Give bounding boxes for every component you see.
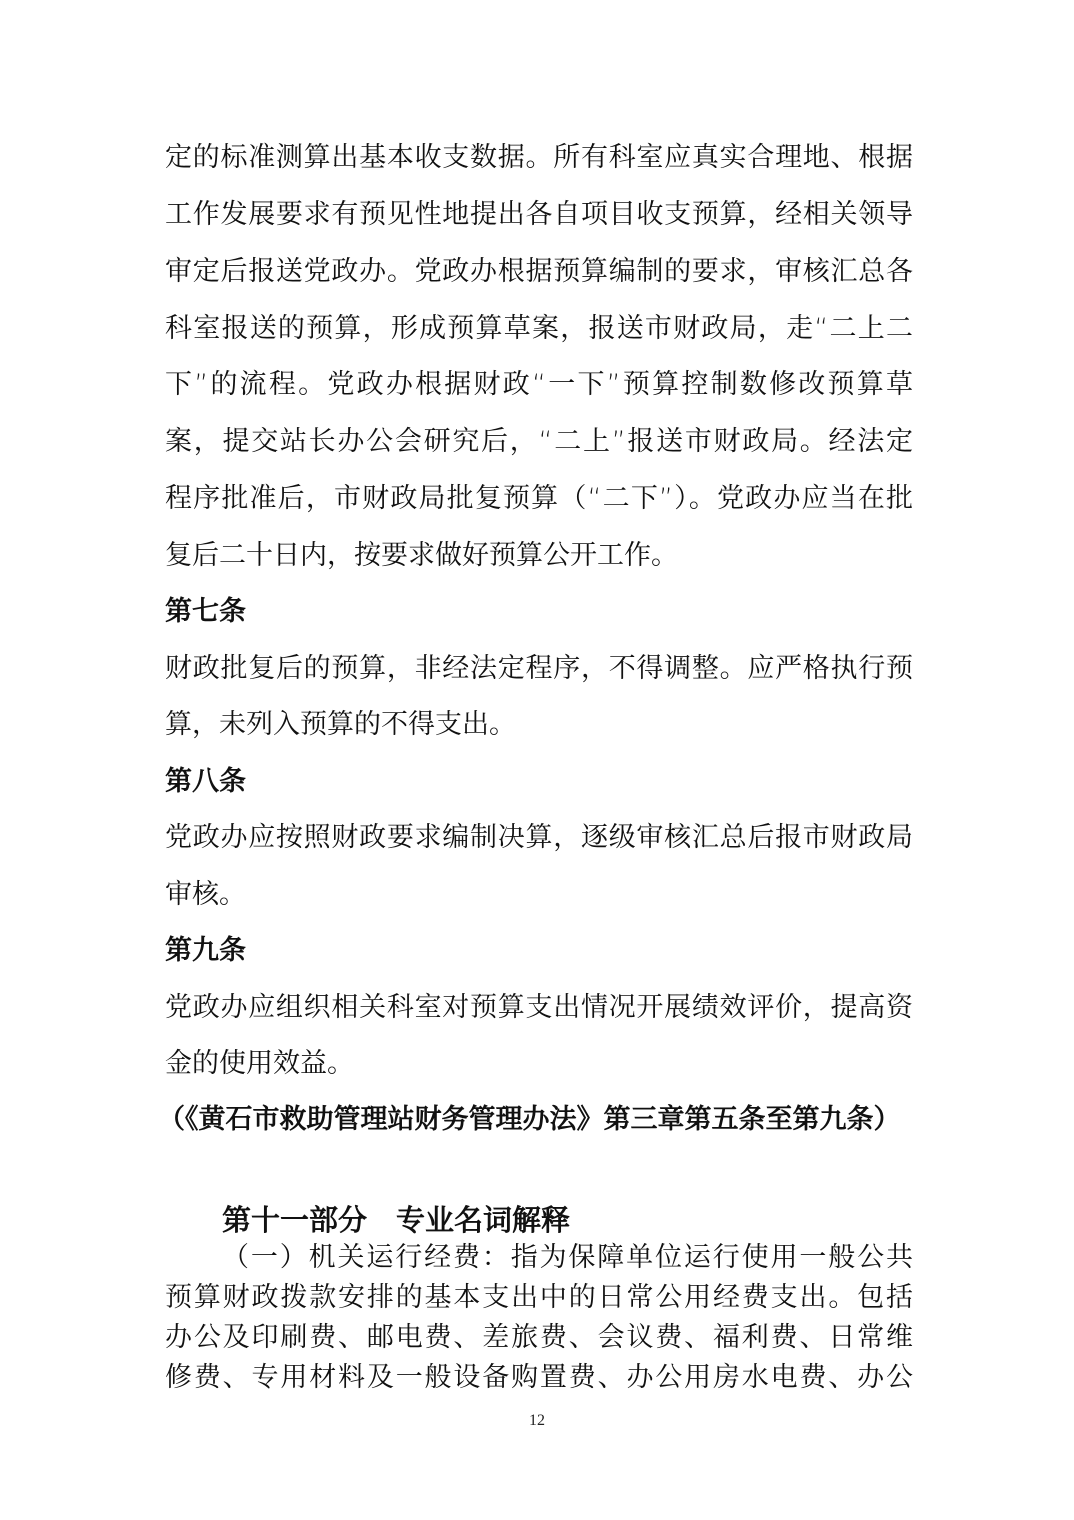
- paragraph-line: 复后二十日内，按要求做好预算公开工作。: [165, 540, 678, 571]
- paragraph-line: 工作发展要求有预见性地提出各自项目收支预算，经相关领导: [165, 199, 913, 230]
- article-line: 党政办应按照财政要求编制决算，逐级审核汇总后报市财政局: [165, 822, 913, 853]
- section-title: 第十一部分 专业名词解释: [222, 1203, 571, 1237]
- article-line: 金的使用效益。: [165, 1048, 354, 1079]
- article-line: 审核。: [165, 879, 246, 910]
- paragraph-line: 科室报送的预算，形成预算草案，报送市财政局，走“二上二: [165, 313, 913, 344]
- article-line: 党政办应组织相关科室对预算支出情况开展绩效评价，提高资: [165, 992, 913, 1023]
- definition-line: 修费、专用材料及一般设备购置费、办公用房水电费、办公: [165, 1362, 913, 1393]
- paragraph-line: 审定后报送党政办。党政办根据预算编制的要求，审核汇总各: [165, 256, 913, 287]
- definition-line: （一）机关运行经费：指为保障单位运行使用一般公共: [222, 1242, 913, 1273]
- paragraph-line: 案，提交站长办公会研究后，“二上”报送市财政局。经法定: [165, 426, 913, 457]
- article-heading: 第九条: [165, 935, 246, 966]
- definition-line: 办公及印刷费、邮电费、差旅费、会议费、福利费、日常维: [165, 1322, 913, 1353]
- source-citation: （《黄石市救助管理站财务管理办法》第三章第五条至第九条）: [158, 1104, 901, 1135]
- article-heading: 第七条: [165, 596, 246, 627]
- article-line: 财政批复后的预算，非经法定程序，不得调整。应严格执行预: [165, 653, 913, 684]
- paragraph-line: 程序批准后，市财政局批复预算（“二下”）。党政办应当在批: [165, 483, 913, 514]
- definition-line: 预算财政拨款安排的基本支出中的日常公用经费支出。包括: [165, 1282, 913, 1313]
- paragraph-line: 定的标准测算出基本收支数据。所有科室应真实合理地、根据: [165, 142, 913, 173]
- article-heading: 第八条: [165, 766, 246, 797]
- article-line: 算，未列入预算的不得支出。: [165, 709, 516, 740]
- page-number: 12: [529, 1412, 545, 1429]
- paragraph-line: 下”的流程。党政办根据财政“一下”预算控制数修改预算草: [165, 369, 913, 400]
